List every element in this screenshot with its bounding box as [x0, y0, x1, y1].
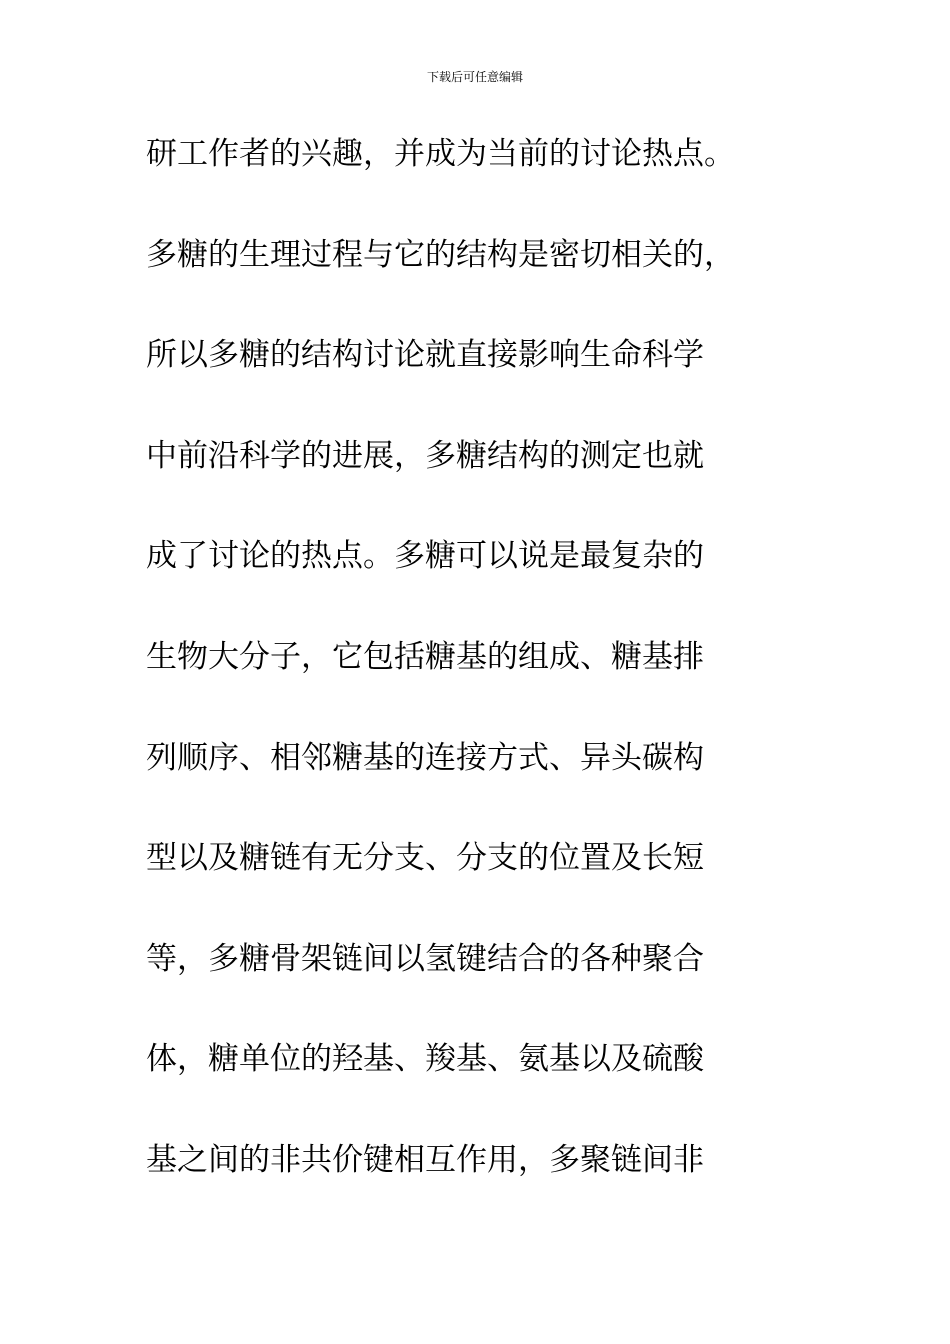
- text-line: 列顺序、相邻糖基的连接方式、异头碳构: [146, 739, 704, 776]
- text-line: 研工作者的兴趣，并成为当前的讨论热点。: [146, 136, 735, 172]
- text-line: 中前沿科学的进展，多糖结构的测定也就: [146, 437, 704, 474]
- text-line: 等，多糖骨架链间以氢键结合的各种聚合: [146, 940, 704, 977]
- text-line: 所以多糖的结构讨论就直接影响生命科学: [146, 337, 704, 374]
- text-line: 基之间的非共价键相互作用，多聚链间非: [146, 1141, 704, 1178]
- text-line: 体，糖单位的羟基、羧基、氨基以及硫酸: [146, 1041, 704, 1078]
- text-line: 型以及糖链有无分支、分支的位置及长短: [146, 840, 704, 877]
- text-line: 生物大分子，它包括糖基的组成、糖基排: [146, 638, 704, 675]
- text-line: 成了讨论的热点。多糖可以说是最复杂的: [146, 538, 704, 575]
- body-text: [146, 126, 846, 1233]
- text-line: 多糖的生理过程与它的结构是密切相关的，: [146, 236, 735, 273]
- page-header: 下载后可任意编辑: [426, 70, 523, 84]
